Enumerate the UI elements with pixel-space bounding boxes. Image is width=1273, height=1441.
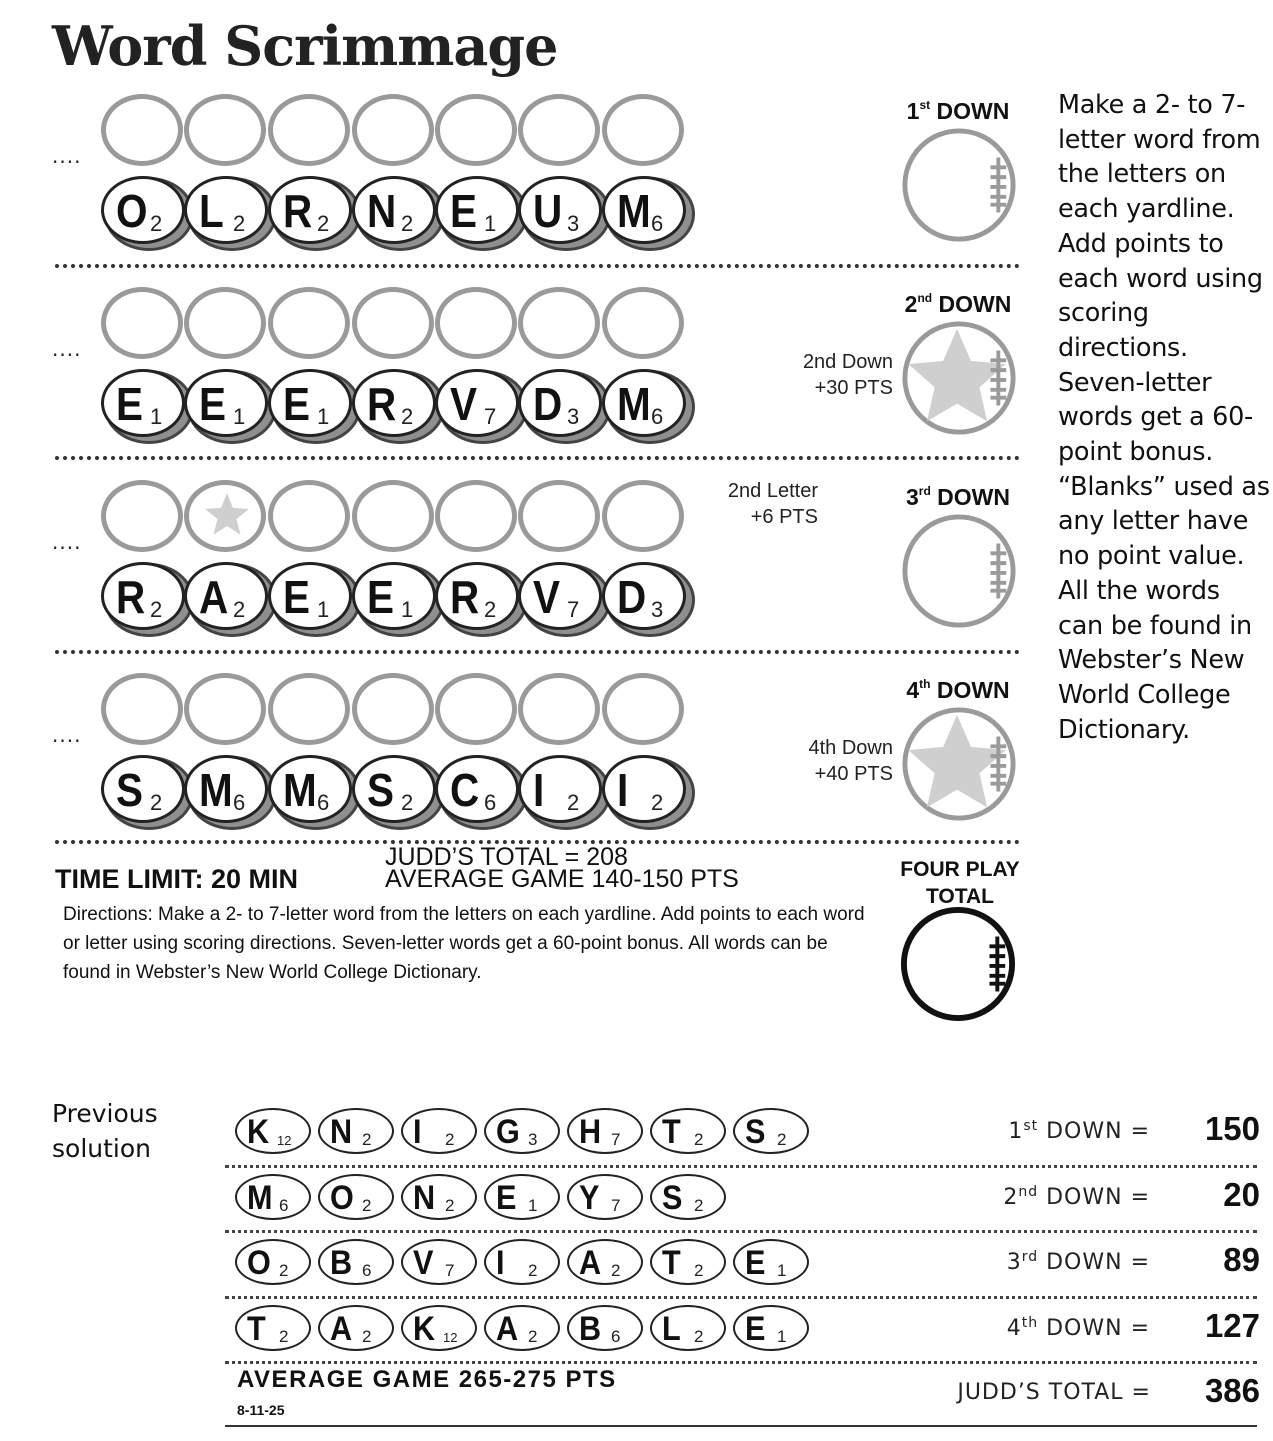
letter-tile xyxy=(602,369,686,437)
judd-total-label: JUDD’S TOTAL = xyxy=(957,1380,1151,1405)
tile-points: 2 xyxy=(279,1261,289,1280)
tile-letter: S xyxy=(116,764,144,816)
yardline-marker: .... xyxy=(52,144,82,168)
tile-points: 2 xyxy=(694,1130,704,1149)
answer-blank[interactable] xyxy=(602,287,684,359)
tile-points: 6 xyxy=(233,790,246,815)
letter-tile xyxy=(352,176,436,244)
tile-letter: E xyxy=(283,571,311,623)
tile-points: 6 xyxy=(611,1327,621,1346)
letter-tile xyxy=(602,176,686,244)
tile-points: 1 xyxy=(317,597,330,622)
solution-tile xyxy=(484,1108,560,1154)
tile-letter: M xyxy=(283,764,317,816)
tile-points: 7 xyxy=(484,404,497,429)
tile-points: 2 xyxy=(279,1327,289,1346)
tile-letter: H xyxy=(579,1113,602,1151)
tile-letter: E xyxy=(450,185,478,237)
tile-letter: M xyxy=(617,378,651,430)
answer-blank[interactable] xyxy=(352,673,434,745)
answer-blank[interactable] xyxy=(352,94,434,166)
down-score-input[interactable] xyxy=(900,319,1018,437)
tile-points: 2 xyxy=(445,1130,455,1149)
tile-points: 2 xyxy=(233,597,246,622)
tile-letter: M xyxy=(617,185,651,237)
letter-tile xyxy=(184,369,268,437)
football-laces-icon xyxy=(990,350,1006,405)
tile-letter: U xyxy=(533,185,563,237)
four-play-line: FOUR PLAY xyxy=(900,858,1020,881)
tile-points: 2 xyxy=(484,597,497,622)
judd-total-header xyxy=(385,843,739,893)
bottom-rule xyxy=(225,1425,1257,1427)
down-label: 2nd DOWN xyxy=(904,291,1012,317)
tile-letter: E xyxy=(745,1244,766,1282)
answer-blank[interactable] xyxy=(352,480,434,552)
letter-tile xyxy=(101,755,185,823)
tile-letter: B xyxy=(330,1244,353,1282)
tile-letter: B xyxy=(579,1310,602,1348)
tile-points: 6 xyxy=(484,790,497,815)
tile-letter: N xyxy=(367,185,397,237)
solution-score: 127 xyxy=(1204,1307,1260,1344)
tile-letter: G xyxy=(496,1113,520,1151)
solution-tile xyxy=(318,1108,394,1154)
bonus-note xyxy=(700,478,818,530)
tile-letter: E xyxy=(283,378,311,430)
letter-tile xyxy=(268,176,352,244)
down-score-input[interactable] xyxy=(900,705,1018,823)
answer-blank[interactable] xyxy=(184,94,266,166)
tile-letter: T xyxy=(662,1244,681,1282)
letter-tile xyxy=(184,755,268,823)
tile-points: 3 xyxy=(567,404,580,429)
puzzle-title: Word Scrimmage xyxy=(52,14,558,78)
solution-tile xyxy=(567,1239,643,1285)
answer-blank[interactable] xyxy=(602,480,684,552)
tile-points: 3 xyxy=(651,597,664,622)
tile-points: 2 xyxy=(401,211,414,236)
tile-letter: A xyxy=(199,571,229,623)
solution-tile xyxy=(650,1305,726,1351)
bonus-line: +30 PTS xyxy=(814,377,893,399)
football-laces-icon xyxy=(990,543,1006,598)
tile-points: 7 xyxy=(445,1261,455,1280)
answer-blank[interactable] xyxy=(602,94,684,166)
directions-text: Directions: Make a 2- to 7-letter word from the letters on each yardline. Add points to each word or letter using scoring directions. Seven-letter words get a 60-point bonus. All words can be found in Webster’s New World College Dictionary. xyxy=(63,904,865,983)
letter-tile xyxy=(435,176,519,244)
solution-row-3 xyxy=(225,1237,1260,1297)
tile-letter: T xyxy=(662,1113,681,1151)
solution-tile xyxy=(484,1239,560,1285)
tile-letter: V xyxy=(450,378,478,430)
bonus-note xyxy=(775,735,893,787)
answer-blank[interactable] xyxy=(268,287,350,359)
answer-blank[interactable] xyxy=(518,287,600,359)
ordinal-suffix: rd xyxy=(918,484,931,498)
tile-points: 2 xyxy=(317,211,330,236)
previous-word: Previous xyxy=(52,1099,158,1128)
bonus-line: +40 PTS xyxy=(814,763,893,785)
letter-tile xyxy=(518,176,602,244)
down-row-2 xyxy=(0,285,1030,480)
letter-tile xyxy=(518,755,602,823)
down-label: 4th DOWN xyxy=(906,677,1010,703)
ordinal-suffix: rd xyxy=(1021,1249,1039,1265)
tile-letter: I xyxy=(617,764,629,816)
yardline-marker: .... xyxy=(52,723,82,747)
letter-tile xyxy=(602,562,686,630)
tile-points: 7 xyxy=(611,1196,621,1215)
solution-tile xyxy=(401,1174,477,1220)
answer-blank[interactable] xyxy=(435,480,517,552)
tile-letter: R xyxy=(367,378,397,430)
tile-letter: T xyxy=(247,1310,266,1348)
answer-blank[interactable] xyxy=(101,480,183,552)
tile-points: 1 xyxy=(317,404,330,429)
tile-letter: Y xyxy=(579,1179,600,1217)
solution-tile xyxy=(401,1239,477,1285)
tile-letter: R xyxy=(116,571,146,623)
tile-points: 2 xyxy=(150,211,163,236)
tile-letter: V xyxy=(413,1244,434,1282)
tile-points: 2 xyxy=(567,790,580,815)
tile-letter: R xyxy=(450,571,480,623)
ordinal-suffix: st xyxy=(919,98,931,112)
ordinal-suffix: nd xyxy=(917,291,933,305)
solution-tile xyxy=(567,1174,643,1220)
previous-solution-label xyxy=(52,1096,158,1166)
football-laces-icon xyxy=(990,157,1006,212)
ordinal-suffix: nd xyxy=(1018,1184,1039,1200)
tile-letter: V xyxy=(533,571,561,623)
tile-letter: E xyxy=(367,571,395,623)
solution-tile xyxy=(484,1174,560,1220)
solution-separator xyxy=(225,1230,1257,1233)
tile-points: 2 xyxy=(651,790,664,815)
tile-points: 2 xyxy=(150,597,163,622)
bonus-line: 2nd Letter xyxy=(727,480,818,502)
solution-word: solution xyxy=(52,1134,151,1163)
tile-points: 2 xyxy=(528,1327,538,1346)
answer-blank[interactable] xyxy=(435,673,517,745)
tile-points: 6 xyxy=(651,404,664,429)
solution-down-label: 2nd DOWN = xyxy=(1003,1184,1150,1210)
tile-letter: A xyxy=(330,1310,353,1348)
bonus-line: 4th Down xyxy=(808,737,893,759)
tile-points: 2 xyxy=(233,211,246,236)
yardline-marker: .... xyxy=(52,337,82,361)
tile-letter: S xyxy=(662,1179,683,1217)
answer-blank[interactable] xyxy=(101,287,183,359)
answer-blank[interactable] xyxy=(184,287,266,359)
letter-tile xyxy=(352,369,436,437)
tile-letter: L xyxy=(662,1310,681,1348)
tile-letter: A xyxy=(496,1310,519,1348)
tile-letter: I xyxy=(413,1113,422,1151)
tile-letter: O xyxy=(330,1179,354,1217)
solution-tile xyxy=(484,1305,560,1351)
tile-points: 2 xyxy=(401,790,414,815)
tile-points: 1 xyxy=(401,597,414,622)
tile-letter: A xyxy=(579,1244,602,1282)
solution-tile xyxy=(567,1305,643,1351)
tile-letter: M xyxy=(199,764,233,816)
tile-points: 2 xyxy=(694,1327,704,1346)
letter-tile xyxy=(435,755,519,823)
tile-points: 2 xyxy=(611,1261,621,1280)
solution-row-4 xyxy=(225,1303,1260,1363)
solution-tile xyxy=(401,1305,477,1351)
down-label: 1st DOWN xyxy=(906,98,1010,124)
down-score-input[interactable] xyxy=(900,126,1018,244)
solution-tile xyxy=(733,1239,809,1285)
tile-letter: D xyxy=(533,378,563,430)
total-line: TOTAL xyxy=(925,885,995,908)
tile-points: 12 xyxy=(277,1133,292,1148)
tile-points: 2 xyxy=(694,1196,704,1215)
answer-blank[interactable] xyxy=(602,673,684,745)
tile-letter: K xyxy=(413,1310,436,1348)
solution-score: 20 xyxy=(1223,1176,1260,1213)
judd-total-score: 386 xyxy=(1204,1372,1260,1409)
letter-tile xyxy=(101,562,185,630)
tile-points: 2 xyxy=(401,404,414,429)
bonus-line: +6 PTS xyxy=(750,506,818,528)
answer-blank[interactable] xyxy=(518,480,600,552)
answer-blank[interactable] xyxy=(352,287,434,359)
tile-letter: D xyxy=(617,571,647,623)
tile-letter: M xyxy=(247,1179,273,1217)
bonus-line: 2nd Down xyxy=(802,351,893,373)
letter-tile xyxy=(101,176,185,244)
tile-points: 1 xyxy=(777,1327,787,1346)
solution-tile xyxy=(318,1174,394,1220)
answer-blank[interactable] xyxy=(101,94,183,166)
bonus-star-icon xyxy=(203,491,251,539)
answer-blank[interactable] xyxy=(101,673,183,745)
tile-letter: L xyxy=(199,185,224,237)
tile-letter: O xyxy=(116,185,148,237)
letter-tile xyxy=(518,369,602,437)
tile-points: 1 xyxy=(150,404,163,429)
answer-blank[interactable] xyxy=(435,287,517,359)
solution-tile xyxy=(567,1108,643,1154)
letter-tile xyxy=(268,369,352,437)
tile-letter: O xyxy=(247,1244,271,1282)
down-label: 3rd DOWN xyxy=(905,484,1010,510)
tile-points: 6 xyxy=(651,211,664,236)
ordinal-suffix: st xyxy=(1023,1118,1039,1134)
solution-tile xyxy=(733,1108,809,1154)
letter-tile xyxy=(602,755,686,823)
solution-tile xyxy=(318,1305,394,1351)
tile-points: 2 xyxy=(150,790,163,815)
tile-letter: C xyxy=(450,764,480,816)
football-laces-icon xyxy=(990,736,1006,791)
answer-blank[interactable] xyxy=(268,673,350,745)
solution-row-1 xyxy=(225,1106,1260,1166)
solution-tile xyxy=(235,1239,311,1285)
solution-separator xyxy=(225,1165,1257,1168)
bonus-note xyxy=(775,349,893,401)
tile-points: 1 xyxy=(528,1196,538,1215)
tile-letter: E xyxy=(199,378,227,430)
yardline-separator xyxy=(55,456,1020,460)
solution-separator xyxy=(225,1361,1257,1364)
answer-blank[interactable] xyxy=(268,480,350,552)
yardline-separator xyxy=(55,264,1020,268)
tile-points: 3 xyxy=(567,211,580,236)
answer-blank[interactable] xyxy=(184,673,266,745)
letter-tile xyxy=(352,755,436,823)
answer-blank[interactable] xyxy=(184,480,266,552)
judd-total-text: JUDD’S TOTAL = 208 xyxy=(385,843,628,871)
yardline-marker: .... xyxy=(52,530,82,554)
solution-tile xyxy=(650,1108,726,1154)
answer-blank[interactable] xyxy=(518,94,600,166)
down-score-input[interactable] xyxy=(900,512,1018,630)
tile-letter: N xyxy=(330,1113,353,1151)
tile-letter: K xyxy=(247,1113,270,1151)
letter-tile xyxy=(518,562,602,630)
letter-tile xyxy=(184,562,268,630)
tile-points: 2 xyxy=(362,1196,372,1215)
football-laces-icon xyxy=(989,936,1005,991)
side-instructions: Make a 2- to 7-letter word from the letters on each yardline. Add points to each word using scoring directions. Seven-letter words get a 60-point bonus. “Blanks” used as any letter have no point value. All the words can be found in Webster’s New World College Dictionary. xyxy=(1058,90,1270,745)
tile-letter: E xyxy=(496,1179,517,1217)
tile-points: 2 xyxy=(694,1261,704,1280)
answer-blank[interactable] xyxy=(268,94,350,166)
tile-points: 2 xyxy=(445,1196,455,1215)
tile-letter: S xyxy=(745,1113,766,1151)
tile-points: 2 xyxy=(777,1130,787,1149)
letter-tile xyxy=(268,755,352,823)
letter-tile xyxy=(268,562,352,630)
tile-letter: I xyxy=(496,1244,505,1282)
tile-points: 2 xyxy=(528,1261,538,1280)
four-play-total-input[interactable] xyxy=(899,905,1017,1023)
letter-tile xyxy=(352,562,436,630)
down-row-3 xyxy=(0,478,1030,673)
ordinal-suffix: th xyxy=(1021,1315,1039,1331)
letter-tile xyxy=(435,562,519,630)
letter-tile xyxy=(435,369,519,437)
solution-tile xyxy=(401,1108,477,1154)
solution-tile xyxy=(733,1305,809,1351)
tile-points: 7 xyxy=(567,597,580,622)
average-game-text: AVERAGE GAME 140-150 PTS xyxy=(385,865,739,893)
solution-tile xyxy=(650,1239,726,1285)
tile-letter: R xyxy=(283,185,313,237)
solution-tile xyxy=(235,1174,311,1220)
tile-letter: E xyxy=(116,378,144,430)
solution-tile xyxy=(650,1174,726,1220)
tile-points: 6 xyxy=(279,1196,289,1215)
solution-score: 89 xyxy=(1223,1241,1260,1278)
tile-letter: S xyxy=(367,764,395,816)
letter-tile xyxy=(101,369,185,437)
solution-row-2 xyxy=(225,1172,1260,1232)
tile-points: 1 xyxy=(233,404,246,429)
tile-points: 2 xyxy=(362,1130,372,1149)
tile-points: 1 xyxy=(777,1261,787,1280)
tile-points: 1 xyxy=(484,211,497,236)
puzzle-date: 8-11-25 xyxy=(237,1402,285,1418)
time-limit: TIME LIMIT: 20 MIN xyxy=(55,864,298,894)
letter-tile xyxy=(184,176,268,244)
tile-points: 12 xyxy=(443,1330,458,1345)
four-play-total-label xyxy=(895,856,1025,910)
yardline-separator xyxy=(55,650,1020,654)
tile-points: 3 xyxy=(528,1130,538,1149)
solution-down-label: 4th DOWN = xyxy=(1006,1315,1150,1341)
solution-score: 150 xyxy=(1204,1110,1260,1147)
tile-points: 6 xyxy=(362,1261,372,1280)
solution-down-label: 1st DOWN = xyxy=(1008,1118,1150,1144)
solution-tile xyxy=(235,1108,311,1154)
answer-blank[interactable] xyxy=(518,673,600,745)
solution-separator xyxy=(225,1296,1257,1299)
tile-points: 6 xyxy=(317,790,330,815)
down-row-1 xyxy=(0,92,1030,287)
tile-points: 2 xyxy=(362,1327,372,1346)
solution-tile xyxy=(235,1305,311,1351)
tile-points: 7 xyxy=(611,1130,621,1149)
ordinal-suffix: th xyxy=(919,677,931,691)
tile-letter: N xyxy=(413,1179,436,1217)
tile-letter: I xyxy=(533,764,545,816)
answer-blank[interactable] xyxy=(435,94,517,166)
average-game-bottom: AVERAGE GAME 265-275 PTS xyxy=(237,1366,617,1393)
tile-letter: E xyxy=(745,1310,766,1348)
solution-tile xyxy=(318,1239,394,1285)
solution-down-label: 3rd DOWN = xyxy=(1006,1249,1150,1275)
